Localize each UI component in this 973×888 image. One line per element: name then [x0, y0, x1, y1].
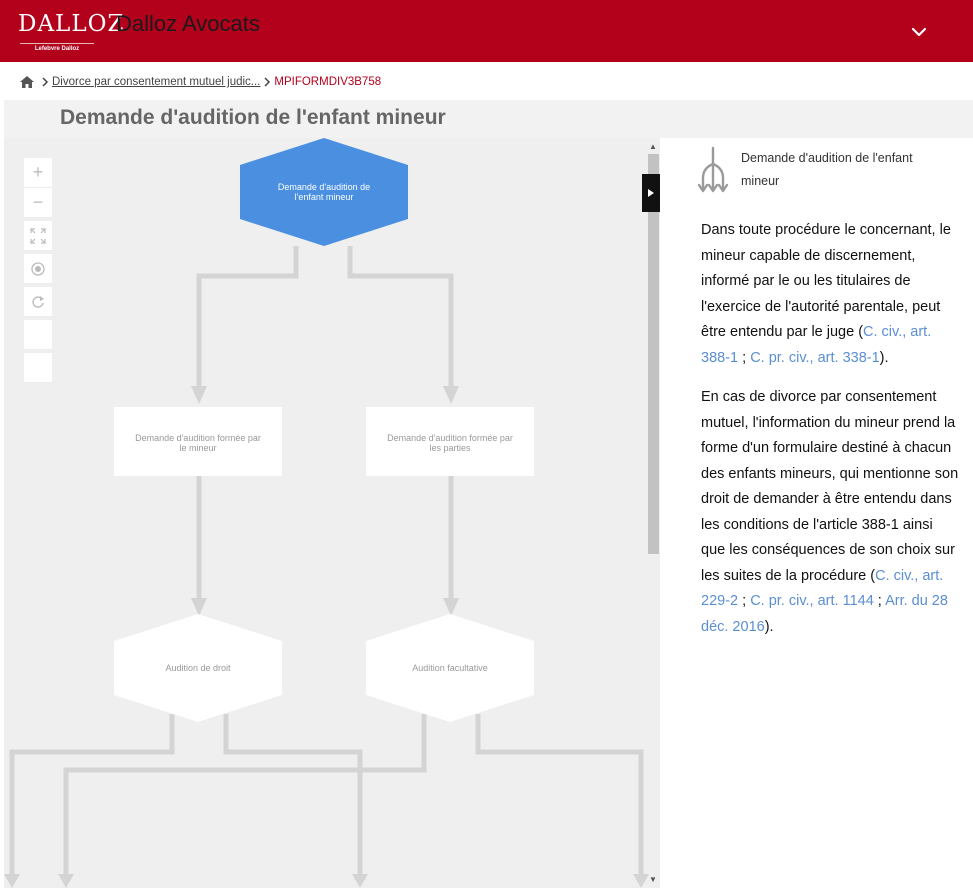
connector-right-hex-b: [478, 714, 641, 878]
tool-button-blank-1[interactable]: [24, 320, 52, 350]
logo-wordmark: DALLOZ: [18, 11, 125, 37]
right-node-label[interactable]: Demande d'audition formée par les parties: [387, 433, 513, 453]
fit-icon: [30, 228, 46, 244]
breadcrumb-current: MPIFORMDIV3B758: [274, 76, 382, 88]
panel-body: [701, 218, 959, 654]
logo-divider: [20, 43, 94, 44]
logo-subtitle: Lefebvre Dalloz: [34, 46, 80, 52]
panel-toggle-button[interactable]: [642, 174, 660, 212]
home-icon[interactable]: [20, 76, 34, 88]
page-title-bar: [4, 100, 973, 138]
app-title: Dalloz Avocats: [116, 11, 260, 36]
fit-screen-button[interactable]: [24, 221, 52, 251]
reset-button[interactable]: [24, 287, 52, 317]
connector-right-hex-a: [66, 714, 424, 878]
connector-root-left: [199, 246, 296, 390]
paragraph-1: [701, 218, 959, 371]
scrollbar-thumb[interactable]: [648, 154, 659, 554]
arrowhead: [443, 598, 459, 616]
zoom-out-button[interactable]: −: [24, 188, 52, 218]
arrowhead: [352, 874, 368, 888]
app-header: [0, 0, 973, 62]
connector-left-hex-a: [12, 714, 172, 878]
locate-button[interactable]: [24, 254, 52, 284]
arrowhead: [191, 598, 207, 616]
reset-icon: [31, 295, 45, 309]
chevron-down-icon[interactable]: [903, 20, 935, 46]
scroll-up-arrow[interactable]: ▲: [649, 142, 657, 151]
reference-link[interactable]: Arr. du 28 déc. 2016: [701, 593, 948, 635]
paragraph-text: Dans toute procédure le concernant, le mineur capable de discernement, informé par le ou les titulaires de l'exercice de l'autorité parentale, peut être entendu par le juge (: [701, 222, 951, 340]
detail-panel: [660, 138, 973, 888]
reference-link[interactable]: C. civ., art. 388-1: [701, 324, 932, 366]
reference-link[interactable]: C. pr. civ., art. 338-1: [750, 349, 880, 366]
reference-link[interactable]: C. civ., art. 229-2: [701, 567, 944, 609]
left-hex-label[interactable]: Audition de droit: [165, 663, 231, 673]
flowchart-canvas[interactable]: [4, 138, 660, 888]
chevron-right-icon: [40, 77, 50, 87]
flowchart-diagram: [4, 138, 660, 888]
right-hex-label[interactable]: Audition facultative: [412, 663, 488, 673]
arrowhead: [58, 874, 74, 888]
tool-button-blank-2[interactable]: [24, 353, 52, 383]
caret-right-icon: [648, 189, 654, 197]
zoom-in-button[interactable]: +: [24, 158, 52, 188]
chevron-right-icon: [262, 77, 272, 87]
scroll-down-arrow[interactable]: ▼: [649, 875, 657, 884]
separator: ;: [738, 349, 751, 366]
arrowhead: [191, 386, 207, 404]
split-arrows-icon: [690, 146, 736, 194]
paragraph-text: En cas de divorce par consentement mutuel, l'information du mineur prend la forme d'un formulaire destiné à chacun des enfants mineurs, qui mentionne son droit de demander à être entendu dans les conditions de l'article 388-1 ainsi que les conséquences de son choix sur les suites de la procédure (: [701, 389, 959, 584]
left-node-label[interactable]: Demande d'audition formée par le mineur: [135, 433, 261, 453]
zoom-toolbar: [24, 158, 52, 383]
arrowhead: [4, 874, 20, 888]
arrowhead: [443, 386, 459, 404]
reference-link[interactable]: C. pr. civ., art. 1144: [750, 593, 874, 609]
dalloz-logo[interactable]: [18, 8, 125, 56]
paragraph-end: ).: [879, 349, 889, 366]
paragraph-2: [701, 385, 959, 640]
breadcrumb-parent-link[interactable]: Divorce par consentement mutuel judic...: [52, 76, 261, 88]
connector-left-hex-b: [226, 714, 360, 878]
root-node-label[interactable]: Demande d'audition de l'enfant mineur: [277, 182, 371, 202]
panel-heading: Demande d'audition de l'enfant mineur: [741, 151, 913, 188]
separator: ;: [738, 593, 751, 609]
breadcrumb: [20, 72, 381, 92]
paragraph-end: ).: [764, 618, 774, 635]
connector-root-right: [350, 246, 451, 390]
locate-icon: [30, 261, 46, 277]
page-title: Demande d'audition de l'enfant mineur: [60, 106, 446, 129]
separator: ;: [873, 593, 886, 609]
vertical-scrollbar[interactable]: [645, 142, 659, 888]
